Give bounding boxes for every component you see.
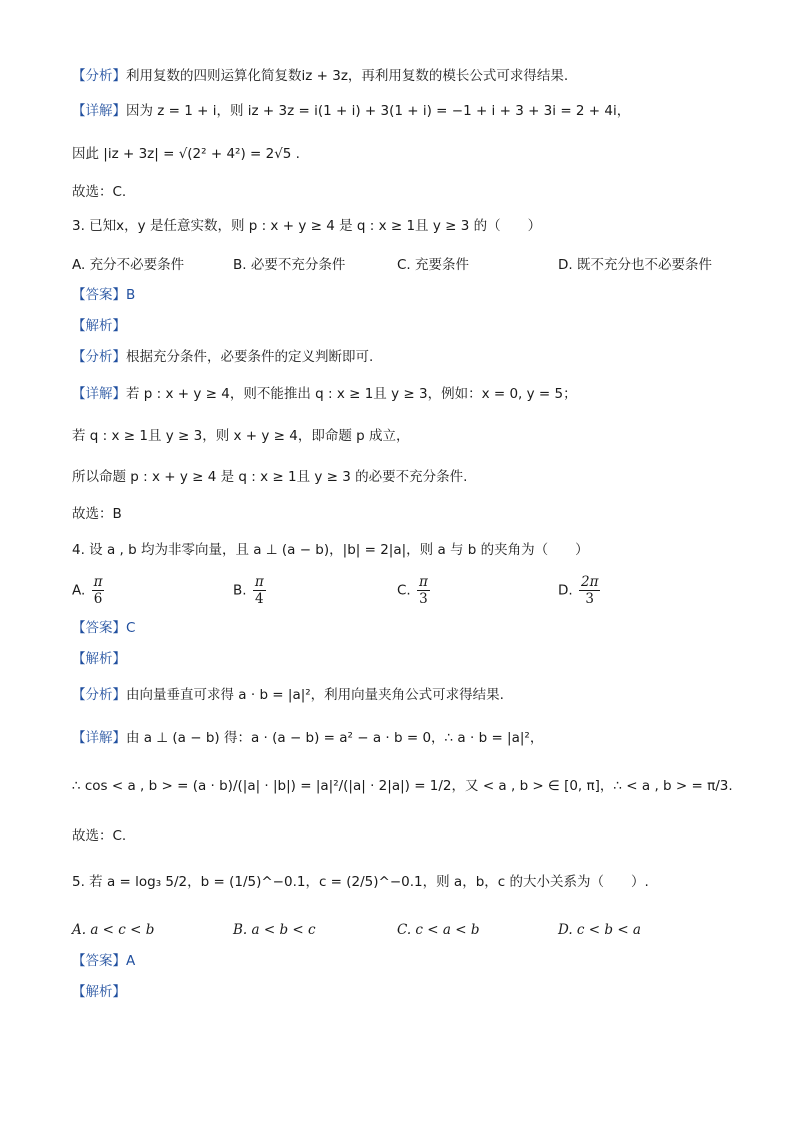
answer-label [72,618,135,638]
q3-option-d: D. 既不充分也不必要条件 [558,257,712,273]
q4-option-d [558,574,602,607]
body-text: 故选：C. [72,828,127,844]
solution-line-6 [72,728,543,748]
solution-line-7 [72,776,733,796]
section-tag: 【分析】 [72,349,126,365]
q3-option-a: A. 充分不必要条件 [72,257,185,273]
question-text: 5. 若 a = log₃ 5/2，b = (1/5)^−0.1，c = (2/5)^−0.1，则 a，b，c 的大小关系为（ ）. [72,874,649,890]
option-label: D. [558,582,573,599]
q5-option-c: C. c < a < b [397,922,480,938]
explanation-label [72,316,126,336]
body-text: 由向量垂直可求得 a · b = |a|²，利用向量夹角公式可求得结果. [126,687,504,703]
q4-option-c [397,574,432,607]
body-text: 因此 |iz + 3z| = √(2² + 4²) = 2√5 . [72,146,300,162]
denominator: 3 [585,591,595,607]
body-text: 若 q : x ≥ 1且 y ≥ 3，则 x + y ≥ 4，即命题 p 成立， [72,428,410,444]
q4-option-a [72,574,106,607]
body-text: 所以命题 p : x + y ≥ 4 是 q : x ≥ 1且 y ≥ 3 的必要不充分条件. [72,469,468,485]
answer-text: 【答案】A [72,953,136,969]
q3-option-b: B. 必要不充分条件 [233,257,346,273]
q5-option-b: B. a < b < c [233,922,316,938]
section-tag: 【详解】 [72,386,126,402]
explanation-text: 【解析】 [72,651,126,667]
question-5 [72,872,649,892]
analysis-line-2 [72,347,373,367]
body-text: 若 p : x + y ≥ 4，则不能推出 q : x ≥ 1且 y ≥ 3，例如：x = 0, y = 5； [126,386,577,402]
question-text: 4. 设 a , b 均为非零向量，且 a ⊥ (a − b)，|b| = 2|a|，则 a 与 b 的夹角为（ ） [72,542,589,558]
answer-choice-line [72,826,126,846]
numerator: π [254,574,264,590]
explanation-text: 【解析】 [72,318,126,334]
body-text: 因为 z = 1 + i，则 iz + 3z = i(1 + i) + 3(1 + i) = −1 + i + 3 + 3i = 2 + 4i， [126,103,631,119]
answer-label [72,951,135,971]
solution-line-1 [72,101,630,121]
question-3 [72,216,541,236]
body-text: 利用复数的四则运算化简复数iz + 3z，再利用复数的模长公式可求得结果. [126,68,569,84]
numerator: 2π [580,574,599,590]
denominator: 6 [93,591,103,607]
answer-text: 【答案】B [72,287,136,303]
q5-option-d: D. c < b < a [558,922,641,938]
option-fraction [92,574,105,607]
body-text: 由 a ⊥ (a − b) 得：a · (a − b) = a² − a · b = 0，∴ a · b = |a|²， [126,730,544,746]
section-tag: 【分析】 [72,687,126,703]
option-fraction [253,574,266,607]
solution-line-4 [72,426,410,446]
analysis-line-1 [72,66,568,86]
body-text: 故选：B [72,506,122,522]
option-label: C. [397,582,411,599]
explanation-label [72,982,126,1002]
denominator: 3 [419,591,428,607]
option-fraction [417,574,430,607]
section-tag: 【分析】 [72,68,126,84]
question-text: 3. 已知x，y 是任意实数，则 p : x + y ≥ 4 是 q : x ≥ 1且 y ≥ 3 的（ ） [72,218,542,234]
q5-option-a: A. a < c < b [72,922,155,938]
q3-option-c: C. 充要条件 [397,257,470,273]
section-tag: 【详解】 [72,730,126,746]
numerator: π [93,574,103,590]
explanation-label [72,649,126,669]
analysis-line-3 [72,685,504,705]
denominator: 4 [255,591,264,607]
solution-line-2 [72,144,300,164]
answer-choice-line [72,182,126,202]
solution-line-3 [72,384,577,404]
numerator: π [419,574,428,590]
solution-line-5 [72,467,467,487]
section-tag: 【详解】 [72,103,126,119]
body-text: ∴ cos < a , b > = (a · b)/(|a| · |b|) = |a|²/(|a| · 2|a|) = 1/2，又 < a , b > ∈ [0, π]，∴ < a , b > = π/3. [72,778,733,794]
answer-text: 【答案】C [72,620,136,636]
option-fraction [579,574,600,607]
question-4 [72,540,589,560]
option-label: A. [72,582,86,599]
body-text: 故选：C. [72,184,127,200]
q4-option-b [233,574,268,607]
option-label: B. [233,582,247,599]
body-text: 根据充分条件，必要条件的定义判断即可. [126,349,374,365]
answer-label [72,285,135,305]
explanation-text: 【解析】 [72,984,126,1000]
answer-choice-line [72,504,122,524]
